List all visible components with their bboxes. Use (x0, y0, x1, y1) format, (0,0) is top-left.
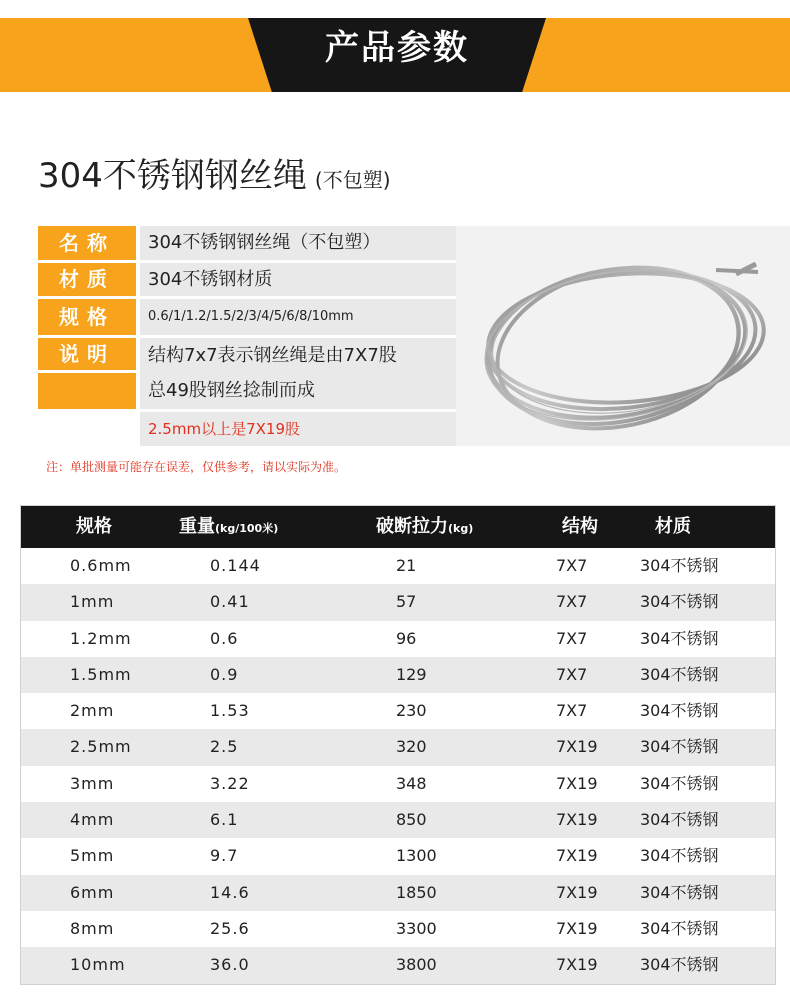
info-value-desc-2: 总49股钢丝捻制而成 (140, 373, 456, 409)
cell-structure: 7X19 (556, 737, 598, 757)
cell-material: 304不锈钢 (640, 773, 719, 793)
cell-weight: 0.6 (210, 628, 239, 648)
cell-weight: 6.1 (210, 810, 239, 830)
cell-force: 1300 (396, 846, 437, 866)
info-row-desc-3 (38, 412, 456, 446)
cell-spec: 0.6mm (70, 556, 132, 575)
cell-material: 304不锈钢 (640, 556, 719, 575)
cell-spec: 6mm (70, 882, 115, 902)
table-row (21, 621, 775, 657)
cell-structure: 7X7 (556, 592, 588, 612)
cell-material: 304不锈钢 (640, 628, 719, 648)
table-row (21, 693, 775, 729)
th-weight (179, 506, 278, 548)
cell-weight: 14.6 (210, 882, 250, 902)
info-label-desc-blank (38, 373, 136, 409)
product-title-sub: (不包塑) (314, 168, 391, 192)
info-label-name: 名称 (38, 226, 136, 260)
cell-force: 1850 (396, 882, 437, 902)
th-weight-label: 重量 (179, 516, 215, 537)
cell-force: 348 (396, 773, 427, 793)
cell-spec: 1.5mm (70, 664, 132, 684)
table-row (21, 947, 775, 983)
cell-spec: 1mm (70, 592, 115, 612)
cell-force: 850 (396, 810, 427, 830)
table-row (21, 875, 775, 911)
cell-weight: 0.144 (210, 556, 261, 575)
info-label-spec: 规格 (38, 299, 136, 335)
cell-weight: 0.41 (210, 592, 250, 612)
cell-material: 304不锈钢 (640, 737, 719, 757)
th-spec (76, 506, 112, 548)
info-value-desc-3: 2.5mm以上是7X19股 (140, 412, 456, 446)
info-value-name: 304不锈钢钢丝绳（不包塑） (140, 226, 456, 260)
table-row (21, 657, 775, 693)
cell-structure: 7X19 (556, 882, 598, 902)
cell-material: 304不锈钢 (640, 918, 719, 938)
info-label-desc: 说明 (38, 338, 136, 370)
wire-rope-illustration (456, 226, 790, 446)
cell-weight: 3.22 (210, 773, 250, 793)
cell-material: 304不锈钢 (640, 592, 719, 612)
cell-force: 230 (396, 701, 427, 721)
cell-structure: 7X7 (556, 701, 588, 721)
table-row (21, 584, 775, 620)
cell-material: 304不锈钢 (640, 882, 719, 902)
cell-spec: 5mm (70, 846, 115, 866)
info-value-spec: 0.6/1/1.2/1.5/2/3/4/5/6/8/10mm (140, 299, 456, 335)
cell-force: 320 (396, 737, 427, 757)
cell-force: 96 (396, 628, 417, 648)
cell-structure: 7X7 (556, 664, 588, 684)
th-structure (562, 506, 598, 548)
cell-structure: 7X19 (556, 918, 598, 938)
info-row-name (38, 226, 456, 264)
cell-spec: 2.5mm (70, 737, 132, 757)
info-value-material: 304不锈钢材质 (140, 263, 456, 296)
page-banner (0, 0, 790, 92)
info-row-material (38, 263, 456, 299)
table-row (21, 802, 775, 838)
cell-material: 304不锈钢 (640, 701, 719, 721)
th-material (655, 506, 691, 548)
cell-force: 129 (396, 664, 427, 684)
info-value-desc-1: 结构7x7表示钢丝绳是由7X7股 (140, 338, 456, 373)
table-row (21, 729, 775, 765)
cell-spec: 4mm (70, 810, 115, 830)
th-weight-unit: (kg/100米) (215, 522, 279, 535)
cell-weight: 25.6 (210, 918, 250, 938)
cell-material: 304不锈钢 (640, 810, 719, 830)
table-body (21, 548, 775, 984)
th-material-label: 材质 (655, 516, 691, 537)
table-row (21, 911, 775, 947)
cell-weight: 2.5 (210, 737, 239, 757)
wire-rope-image (456, 226, 790, 446)
cell-structure: 7X19 (556, 846, 598, 866)
table-row (21, 766, 775, 802)
cell-structure: 7X19 (556, 955, 598, 975)
cell-material: 304不锈钢 (640, 664, 719, 684)
cell-material: 304不锈钢 (640, 846, 719, 866)
info-label-material: 材质 (38, 263, 136, 296)
cell-structure: 7X7 (556, 628, 588, 648)
cell-structure: 7X19 (556, 773, 598, 793)
cell-spec: 3mm (70, 773, 115, 793)
disclaimer-note: 注：单批测量可能存在误差，仅供参考，请以实际为准。 (46, 460, 347, 474)
cell-spec: 8mm (70, 918, 115, 938)
info-row-desc (38, 338, 456, 410)
th-force-unit: (kg) (448, 522, 474, 535)
cell-structure: 7X19 (556, 810, 598, 830)
cell-weight: 0.9 (210, 664, 239, 684)
spec-table (20, 505, 776, 985)
cell-force: 3800 (396, 955, 437, 975)
info-row-spec (38, 299, 456, 337)
cell-spec: 10mm (70, 955, 126, 975)
cell-spec: 1.2mm (70, 628, 132, 648)
th-spec-label: 规格 (76, 516, 112, 537)
banner-title: 产品参数 (325, 28, 469, 68)
banner-top-strip (0, 0, 790, 18)
cell-force: 3300 (396, 918, 437, 938)
cell-weight: 36.0 (210, 955, 250, 975)
product-title (38, 148, 391, 197)
cell-spec: 2mm (70, 701, 115, 721)
th-structure-label: 结构 (562, 516, 598, 537)
cell-weight: 1.53 (210, 701, 250, 721)
cell-force: 57 (396, 592, 417, 612)
product-title-main: 304不锈钢钢丝绳 (38, 156, 307, 196)
table-row (21, 838, 775, 874)
cell-force: 21 (396, 556, 417, 575)
cell-material: 304不锈钢 (640, 955, 719, 975)
cell-structure: 7X7 (556, 556, 588, 575)
table-row (21, 548, 775, 584)
cell-weight: 9.7 (210, 846, 239, 866)
th-force-label: 破断拉力 (376, 516, 448, 537)
table-header (21, 506, 775, 548)
th-breaking-force (376, 506, 473, 548)
